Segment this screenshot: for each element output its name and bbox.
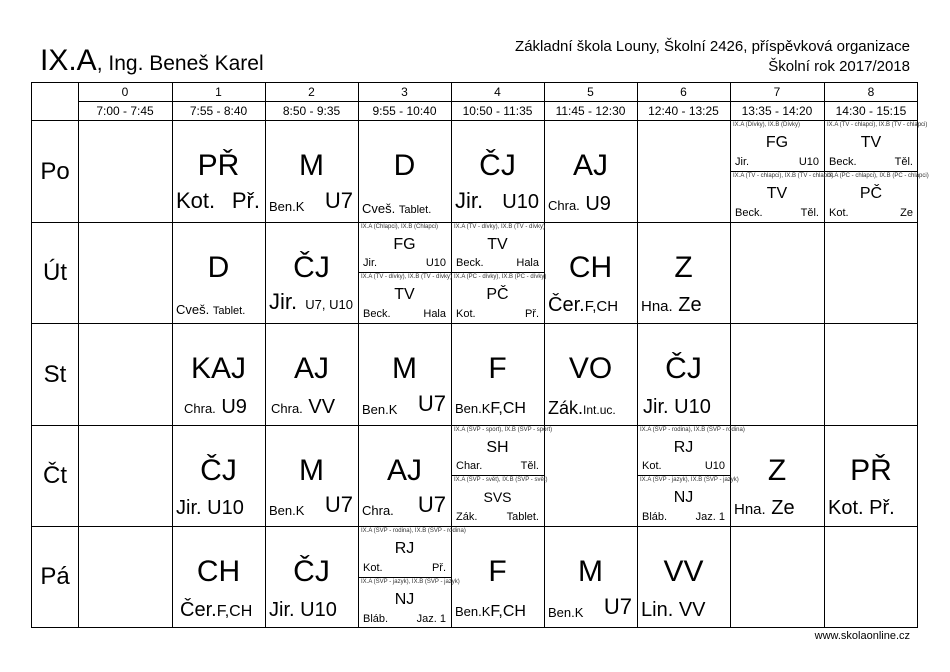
lesson-cell[interactable]	[265, 222, 358, 323]
lesson-room: U10	[207, 497, 244, 519]
period-number: 4	[494, 85, 501, 99]
lesson-room: U10	[674, 396, 711, 418]
group-lesson[interactable]	[451, 222, 544, 272]
lesson-room: Int.uc.	[583, 403, 616, 417]
lesson-info	[548, 294, 618, 317]
lesson-cell[interactable]	[358, 323, 451, 425]
lesson-cell[interactable]	[172, 120, 265, 222]
lesson-room: U7	[417, 391, 446, 416]
lesson-subject: SH	[486, 439, 509, 456]
lesson-teacher: Bláb.	[642, 511, 668, 523]
group-note: IX.A (PČ - dívky), IX.B (PČ - dívky)	[454, 274, 547, 280]
lesson-subject: NJ	[394, 591, 415, 608]
lesson-room: Př.	[431, 562, 446, 574]
lesson-room: U10	[425, 257, 446, 269]
lesson-info	[176, 497, 244, 520]
lesson-teacher: Lin.	[641, 599, 674, 621]
lesson-cell[interactable]	[172, 425, 265, 526]
period-number: 2	[308, 85, 315, 99]
lesson-info	[176, 302, 245, 317]
lesson-subject: SVS	[483, 489, 512, 505]
lesson-cell[interactable]	[358, 526, 466, 628]
lesson-cell[interactable]	[265, 526, 358, 628]
lesson-teacher: Jir.	[735, 156, 750, 168]
lesson-subject: PČ	[859, 185, 883, 202]
lesson-cell[interactable]	[172, 222, 265, 323]
lesson-info	[455, 396, 526, 419]
lesson-teacher: Beck.	[829, 156, 857, 168]
lesson-subject: Z	[767, 454, 787, 487]
period-number: 8	[867, 85, 875, 99]
lesson-cell[interactable]	[451, 222, 547, 323]
lesson-cell[interactable]	[544, 222, 637, 323]
lesson-cell[interactable]	[824, 120, 929, 222]
lesson-teacher: Ben.K	[548, 605, 584, 620]
lesson-teacher: Kot.	[176, 188, 216, 213]
lesson-info	[641, 294, 702, 317]
lesson-cell[interactable]	[265, 425, 358, 526]
lesson-teacher: Cveš.	[362, 201, 396, 216]
day-label: Pá	[40, 563, 70, 590]
lesson-room: U10	[300, 599, 337, 621]
lesson-subject: TV	[487, 236, 508, 253]
lesson-cell[interactable]	[265, 323, 358, 425]
lesson-room: F,CH	[216, 603, 253, 620]
lesson-subject: ČJ	[293, 251, 330, 284]
period-number: 1	[215, 85, 222, 99]
lesson-room: Hala	[423, 308, 446, 320]
lesson-subject: F	[488, 555, 507, 588]
lesson-teacher: Beck.	[363, 308, 391, 320]
lesson-cell[interactable]	[824, 425, 918, 526]
lesson-subject: F	[488, 352, 507, 385]
lesson-cell[interactable]	[730, 425, 824, 526]
lesson-cell[interactable]	[451, 526, 544, 628]
period-number: 7	[773, 85, 781, 99]
period-number: 6	[680, 85, 687, 99]
lesson-room: Těl.	[894, 156, 913, 168]
lesson-cell[interactable]	[358, 425, 451, 526]
lesson-subject: VO	[568, 352, 613, 385]
lesson-info	[271, 396, 335, 419]
group-note: IX.A (Chlapci), IX.B (Chlapci)	[361, 224, 439, 230]
lesson-teacher: Chra.	[548, 198, 580, 213]
lesson-room: Tablet.	[398, 204, 432, 216]
school-year: Školní rok 2017/2018	[768, 58, 910, 75]
period-time: 12:40 - 13:25	[648, 104, 719, 118]
group-note: IX.A (TV - dívky), IX.B (TV - dívky)	[361, 274, 453, 280]
lesson-subject: TV	[766, 185, 788, 202]
lesson-cell[interactable]	[544, 120, 637, 222]
lesson-teacher: Jir.	[269, 289, 298, 314]
lesson-room: Tablet.	[506, 511, 539, 523]
lesson-subject: M	[299, 149, 324, 182]
lesson-room: F,CH	[490, 603, 526, 620]
group-note: IX.A (PČ - chlapci), IX.B (PČ - chlapci)	[827, 173, 929, 179]
lesson-info	[362, 201, 431, 216]
lesson-room: Př.	[231, 188, 260, 213]
group-lesson[interactable]	[358, 526, 466, 577]
lesson-info	[184, 396, 247, 419]
group-lesson[interactable]	[451, 475, 548, 526]
lesson-info	[548, 193, 611, 216]
period-time: 8:50 - 9:35	[282, 104, 341, 118]
class-teacher: , Ing. Beneš Karel	[96, 52, 264, 75]
lesson-cell[interactable]	[637, 323, 730, 425]
lesson-info	[641, 599, 706, 622]
group-note: IX.A (SVP - jazyk), IX.B (SVP - jazyk)	[640, 477, 739, 483]
lesson-subject: PŘ	[850, 454, 892, 487]
lesson-subject: FG	[393, 236, 416, 253]
group-lesson[interactable]	[824, 120, 928, 171]
lesson-info	[269, 599, 337, 622]
lesson-teacher: Cveš.	[176, 302, 210, 317]
lesson-teacher: Kot.	[456, 308, 476, 320]
group-lesson[interactable]	[358, 272, 451, 323]
day-label: Út	[43, 259, 67, 286]
lesson-room: U10	[502, 191, 539, 213]
lesson-teacher: Čer.	[548, 294, 585, 316]
group-lesson[interactable]	[637, 475, 739, 526]
lesson-subject: PČ	[486, 286, 509, 303]
lesson-subject: AJ	[293, 352, 329, 385]
lesson-cell[interactable]	[172, 323, 265, 425]
lesson-room: Př.	[524, 308, 539, 320]
lesson-subject: TV	[394, 286, 415, 303]
lesson-room: Jaz. 1	[695, 511, 725, 523]
lesson-teacher: Beck.	[735, 207, 763, 219]
group-note: IX.A (TV - chlapci), IX.B (TV - chlapci)	[733, 173, 834, 179]
lesson-teacher: Ben.K	[362, 402, 398, 417]
school-name: Základní škola Louny, Školní 2426, příspěvková organizace	[515, 38, 910, 55]
lesson-room: U7	[417, 492, 446, 517]
lesson-teacher: Kot.	[829, 207, 849, 219]
lesson-teacher: Chra.	[184, 401, 216, 416]
group-note: IX.A (Dívky), IX.B (Dívky)	[733, 122, 801, 128]
lesson-cell[interactable]	[637, 222, 730, 323]
lesson-teacher: Zák.	[548, 398, 584, 418]
lesson-subject: KAJ	[190, 352, 247, 385]
lesson-teacher: Jir.	[455, 188, 484, 213]
group-lesson[interactable]	[358, 577, 460, 628]
lesson-room: U7	[324, 492, 353, 517]
lesson-room: Ze	[771, 497, 795, 519]
lesson-teacher: Char.	[456, 460, 483, 472]
lesson-teacher: Ben.K	[269, 503, 305, 518]
lesson-room: Ze	[678, 294, 702, 316]
group-lesson[interactable]	[824, 171, 929, 222]
lesson-room: U9	[221, 396, 247, 418]
period-number: 0	[121, 85, 129, 99]
lesson-room: VV	[678, 599, 706, 621]
lesson-subject: ČJ	[200, 454, 237, 487]
lesson-room: U10	[704, 460, 725, 472]
lesson-room: U7	[603, 594, 632, 619]
lesson-teacher: Hna.	[734, 501, 766, 518]
lesson-cell[interactable]	[544, 323, 637, 425]
lesson-room: U7, U10	[305, 297, 353, 312]
lesson-teacher: Jir.	[269, 599, 295, 621]
lesson-subject: M	[578, 555, 603, 588]
lesson-cell[interactable]	[544, 526, 637, 628]
lesson-subject: TV	[860, 134, 882, 151]
lesson-teacher: Jir.	[176, 497, 202, 519]
lesson-cell[interactable]	[358, 120, 451, 222]
group-note: IX.A (TV - dívky), IX.B (TV - dívky)	[454, 224, 546, 230]
lesson-room: U10	[798, 156, 819, 168]
lesson-room: Těl.	[800, 207, 819, 219]
lesson-teacher: Ben.K	[455, 604, 491, 619]
lesson-subject: PŘ	[197, 149, 240, 182]
day-label: Po	[40, 158, 70, 185]
lesson-teacher: Kot.	[828, 497, 864, 519]
footer-link[interactable]: www.skolaonline.cz	[814, 630, 910, 642]
group-note: IX.A (SVP - rodina), IX.B (SVP - rodina)	[640, 427, 745, 433]
lesson-teacher: Bláb.	[363, 613, 389, 625]
lesson-teacher: Jir.	[643, 396, 669, 418]
group-note: IX.A (SVP - rodina), IX.B (SVP - rodina)	[361, 528, 466, 534]
group-lesson[interactable]	[451, 272, 547, 323]
lesson-subject: M	[299, 454, 324, 487]
lesson-cell[interactable]	[358, 222, 451, 323]
lesson-cell[interactable]	[451, 120, 544, 222]
lesson-room: Jaz. 1	[416, 613, 446, 625]
lesson-info	[734, 497, 795, 520]
group-note: IX.A (SVP - jazyk), IX.B (SVP - jazyk)	[361, 579, 460, 585]
lesson-room: Hala	[516, 257, 539, 269]
lesson-info	[643, 396, 711, 419]
lesson-subject: Z	[674, 251, 693, 284]
day-label: St	[43, 361, 67, 388]
lesson-subject: NJ	[673, 489, 694, 506]
lesson-teacher: Ben.K	[455, 401, 491, 416]
lesson-teacher: Hna.	[641, 298, 673, 315]
lesson-subject: RJ	[394, 540, 415, 557]
lesson-info	[828, 497, 895, 520]
group-lesson[interactable]	[358, 222, 451, 272]
lesson-subject: VV	[663, 555, 704, 588]
lesson-room: U9	[585, 193, 611, 215]
lesson-room: Těl.	[520, 460, 539, 472]
lesson-info	[180, 599, 252, 622]
lesson-subject: CH	[568, 251, 613, 284]
lesson-info	[455, 599, 526, 622]
lesson-subject: FG	[765, 134, 789, 151]
lesson-teacher: Kot.	[642, 460, 662, 472]
lesson-room: Př.	[869, 497, 895, 519]
day-label: Čt	[43, 462, 67, 489]
lesson-teacher: Chra.	[271, 401, 303, 416]
period-time: 14:30 - 15:15	[835, 104, 907, 118]
timetable-grid	[31, 82, 929, 628]
lesson-teacher: Chra.	[362, 503, 394, 518]
lesson-teacher: Čer.	[180, 599, 217, 621]
period-number: 5	[587, 85, 594, 99]
period-time: 9:55 - 10:40	[372, 104, 437, 118]
lesson-cell[interactable]	[730, 120, 834, 222]
group-note: IX.A (TV - chlapci), IX.B (TV - chlapci)	[827, 122, 928, 128]
lesson-room: U7	[324, 188, 353, 213]
group-lesson[interactable]	[451, 425, 553, 475]
period-number: 3	[401, 85, 408, 99]
lesson-subject: ČJ	[293, 555, 330, 588]
class-name: IX.A	[40, 44, 97, 77]
lesson-subject: D	[207, 251, 230, 284]
lesson-teacher: Ben.K	[269, 199, 305, 214]
page-title	[40, 44, 264, 78]
lesson-cell[interactable]	[637, 425, 745, 526]
lesson-cell[interactable]	[265, 120, 358, 222]
lesson-room: F,CH	[490, 400, 526, 417]
group-lesson[interactable]	[730, 120, 824, 171]
lesson-cell[interactable]	[451, 323, 544, 425]
lesson-subject: RJ	[673, 439, 694, 456]
period-time: 7:55 - 8:40	[189, 104, 248, 118]
lesson-subject: M	[392, 352, 417, 385]
lesson-cell[interactable]	[637, 526, 730, 628]
lesson-teacher: Kot.	[363, 562, 383, 574]
period-time: 7:00 - 7:45	[96, 104, 154, 118]
group-lesson[interactable]	[637, 425, 745, 475]
period-time: 13:35 - 14:20	[741, 104, 813, 118]
lesson-cell[interactable]	[451, 425, 553, 526]
lesson-cell[interactable]	[172, 526, 265, 628]
lesson-teacher: Jir.	[363, 257, 378, 269]
lesson-room: Ze	[900, 207, 913, 219]
lesson-room: F,CH	[584, 298, 619, 315]
period-time: 11:45 - 12:30	[555, 104, 626, 118]
lesson-subject: CH	[196, 555, 241, 588]
lesson-teacher: Beck.	[456, 257, 484, 269]
lesson-teacher: Zák.	[456, 511, 478, 523]
group-note: IX.A (SVP - svět), IX.B (SVP - svět)	[454, 477, 548, 483]
period-time: 10:50 - 11:35	[462, 104, 533, 118]
group-lesson[interactable]	[730, 171, 834, 222]
group-note: IX.A (SVP - sport), IX.B (SVP - sport)	[454, 427, 553, 433]
lesson-subject: ČJ	[479, 149, 516, 182]
lesson-room: VV	[308, 396, 336, 418]
lesson-subject: AJ	[572, 149, 608, 182]
lesson-subject: AJ	[386, 454, 422, 487]
lesson-room: Tablet.	[212, 305, 246, 317]
lesson-info	[548, 398, 616, 419]
lesson-subject: ČJ	[665, 352, 702, 385]
lesson-subject: D	[393, 149, 416, 182]
